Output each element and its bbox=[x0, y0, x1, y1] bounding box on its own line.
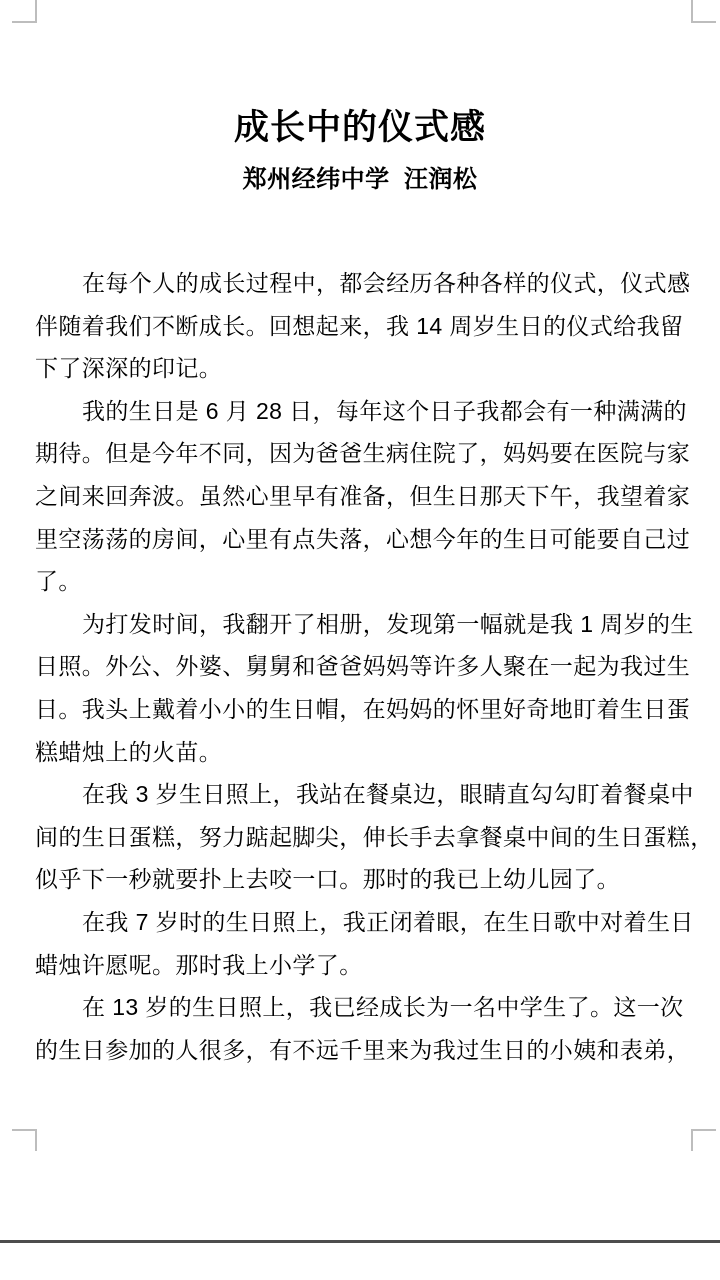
body-line: 在每个人的成长过程中，都会经历各种各样的仪式，仪式感 bbox=[82, 270, 691, 296]
body-line: 似乎下一秒就要扑上去咬一口。那时的我已上幼儿园了。 bbox=[35, 866, 620, 893]
next-page-area bbox=[0, 1243, 720, 1280]
body-line: 在我 7 岁时的生日照上，我正闭着眼，在生日歌中对着生日 bbox=[82, 908, 694, 935]
crop-mark-bottom-right-icon bbox=[691, 1129, 693, 1151]
crop-mark-bottom-left-icon bbox=[35, 1129, 37, 1151]
crop-mark-top-left-icon bbox=[35, 0, 37, 22]
crop-mark-top-left-icon bbox=[12, 21, 37, 23]
document-byline: 郑州经纬中学 汪润松 bbox=[242, 166, 478, 193]
body-line: 的生日参加的人很多，有不远千里来为我过生日的小姨和表弟， bbox=[35, 1036, 691, 1063]
body-line: 在 13 岁的生日照上，我已经成长为一名中学生了。这一次 bbox=[82, 994, 684, 1021]
body-line: 糕蜡烛上的火苗。 bbox=[35, 738, 223, 765]
body-line: 间的生日蛋糕，努力踮起脚尖，伸长手去拿餐桌中间的生日蛋糕， bbox=[35, 823, 714, 850]
body-line: 了。 bbox=[35, 568, 82, 595]
body-line: 下了深深的印记。 bbox=[35, 355, 223, 382]
body-line: 之间来回奔波。虽然心里早有准备，但生日那天下午，我望着家 bbox=[35, 482, 691, 509]
body-line: 日照。外公、外婆、舅舅和爸爸妈妈等许多人聚在一起为我过生 bbox=[35, 653, 691, 680]
body-line: 为打发时间，我翻开了相册，发现第一幅就是我 1 周岁的生 bbox=[82, 610, 694, 637]
body-line: 伴随着我们不断成长。回想起来，我 14 周岁生日的仪式给我留 bbox=[35, 312, 684, 339]
body-line: 期待。但是今年不同，因为爸爸生病住院了，妈妈要在医院与家 bbox=[35, 440, 691, 467]
body-line: 日。我头上戴着小小的生日帽，在妈妈的怀里好奇地盯着生日蛋 bbox=[35, 695, 691, 722]
crop-mark-top-right-icon bbox=[691, 0, 693, 22]
crop-mark-top-right-icon bbox=[691, 21, 716, 23]
body-line: 里空荡荡的房间，心里有点失落，心想今年的生日可能要自己过 bbox=[35, 525, 691, 552]
document-body bbox=[35, 262, 714, 1071]
body-line: 在我 3 岁生日照上，我站在餐桌边，眼睛直勾勾盯着餐桌中 bbox=[82, 781, 694, 808]
crop-mark-bottom-left-icon bbox=[12, 1129, 37, 1131]
document-title: 成长中的仪式感 bbox=[233, 108, 486, 147]
crop-mark-bottom-right-icon bbox=[691, 1129, 716, 1131]
body-line: 蜡烛许愿呢。那时我上小学了。 bbox=[35, 951, 363, 978]
body-line: 我的生日是 6 月 28 日，每年这个日子我都会有一种满满的 bbox=[82, 397, 687, 424]
